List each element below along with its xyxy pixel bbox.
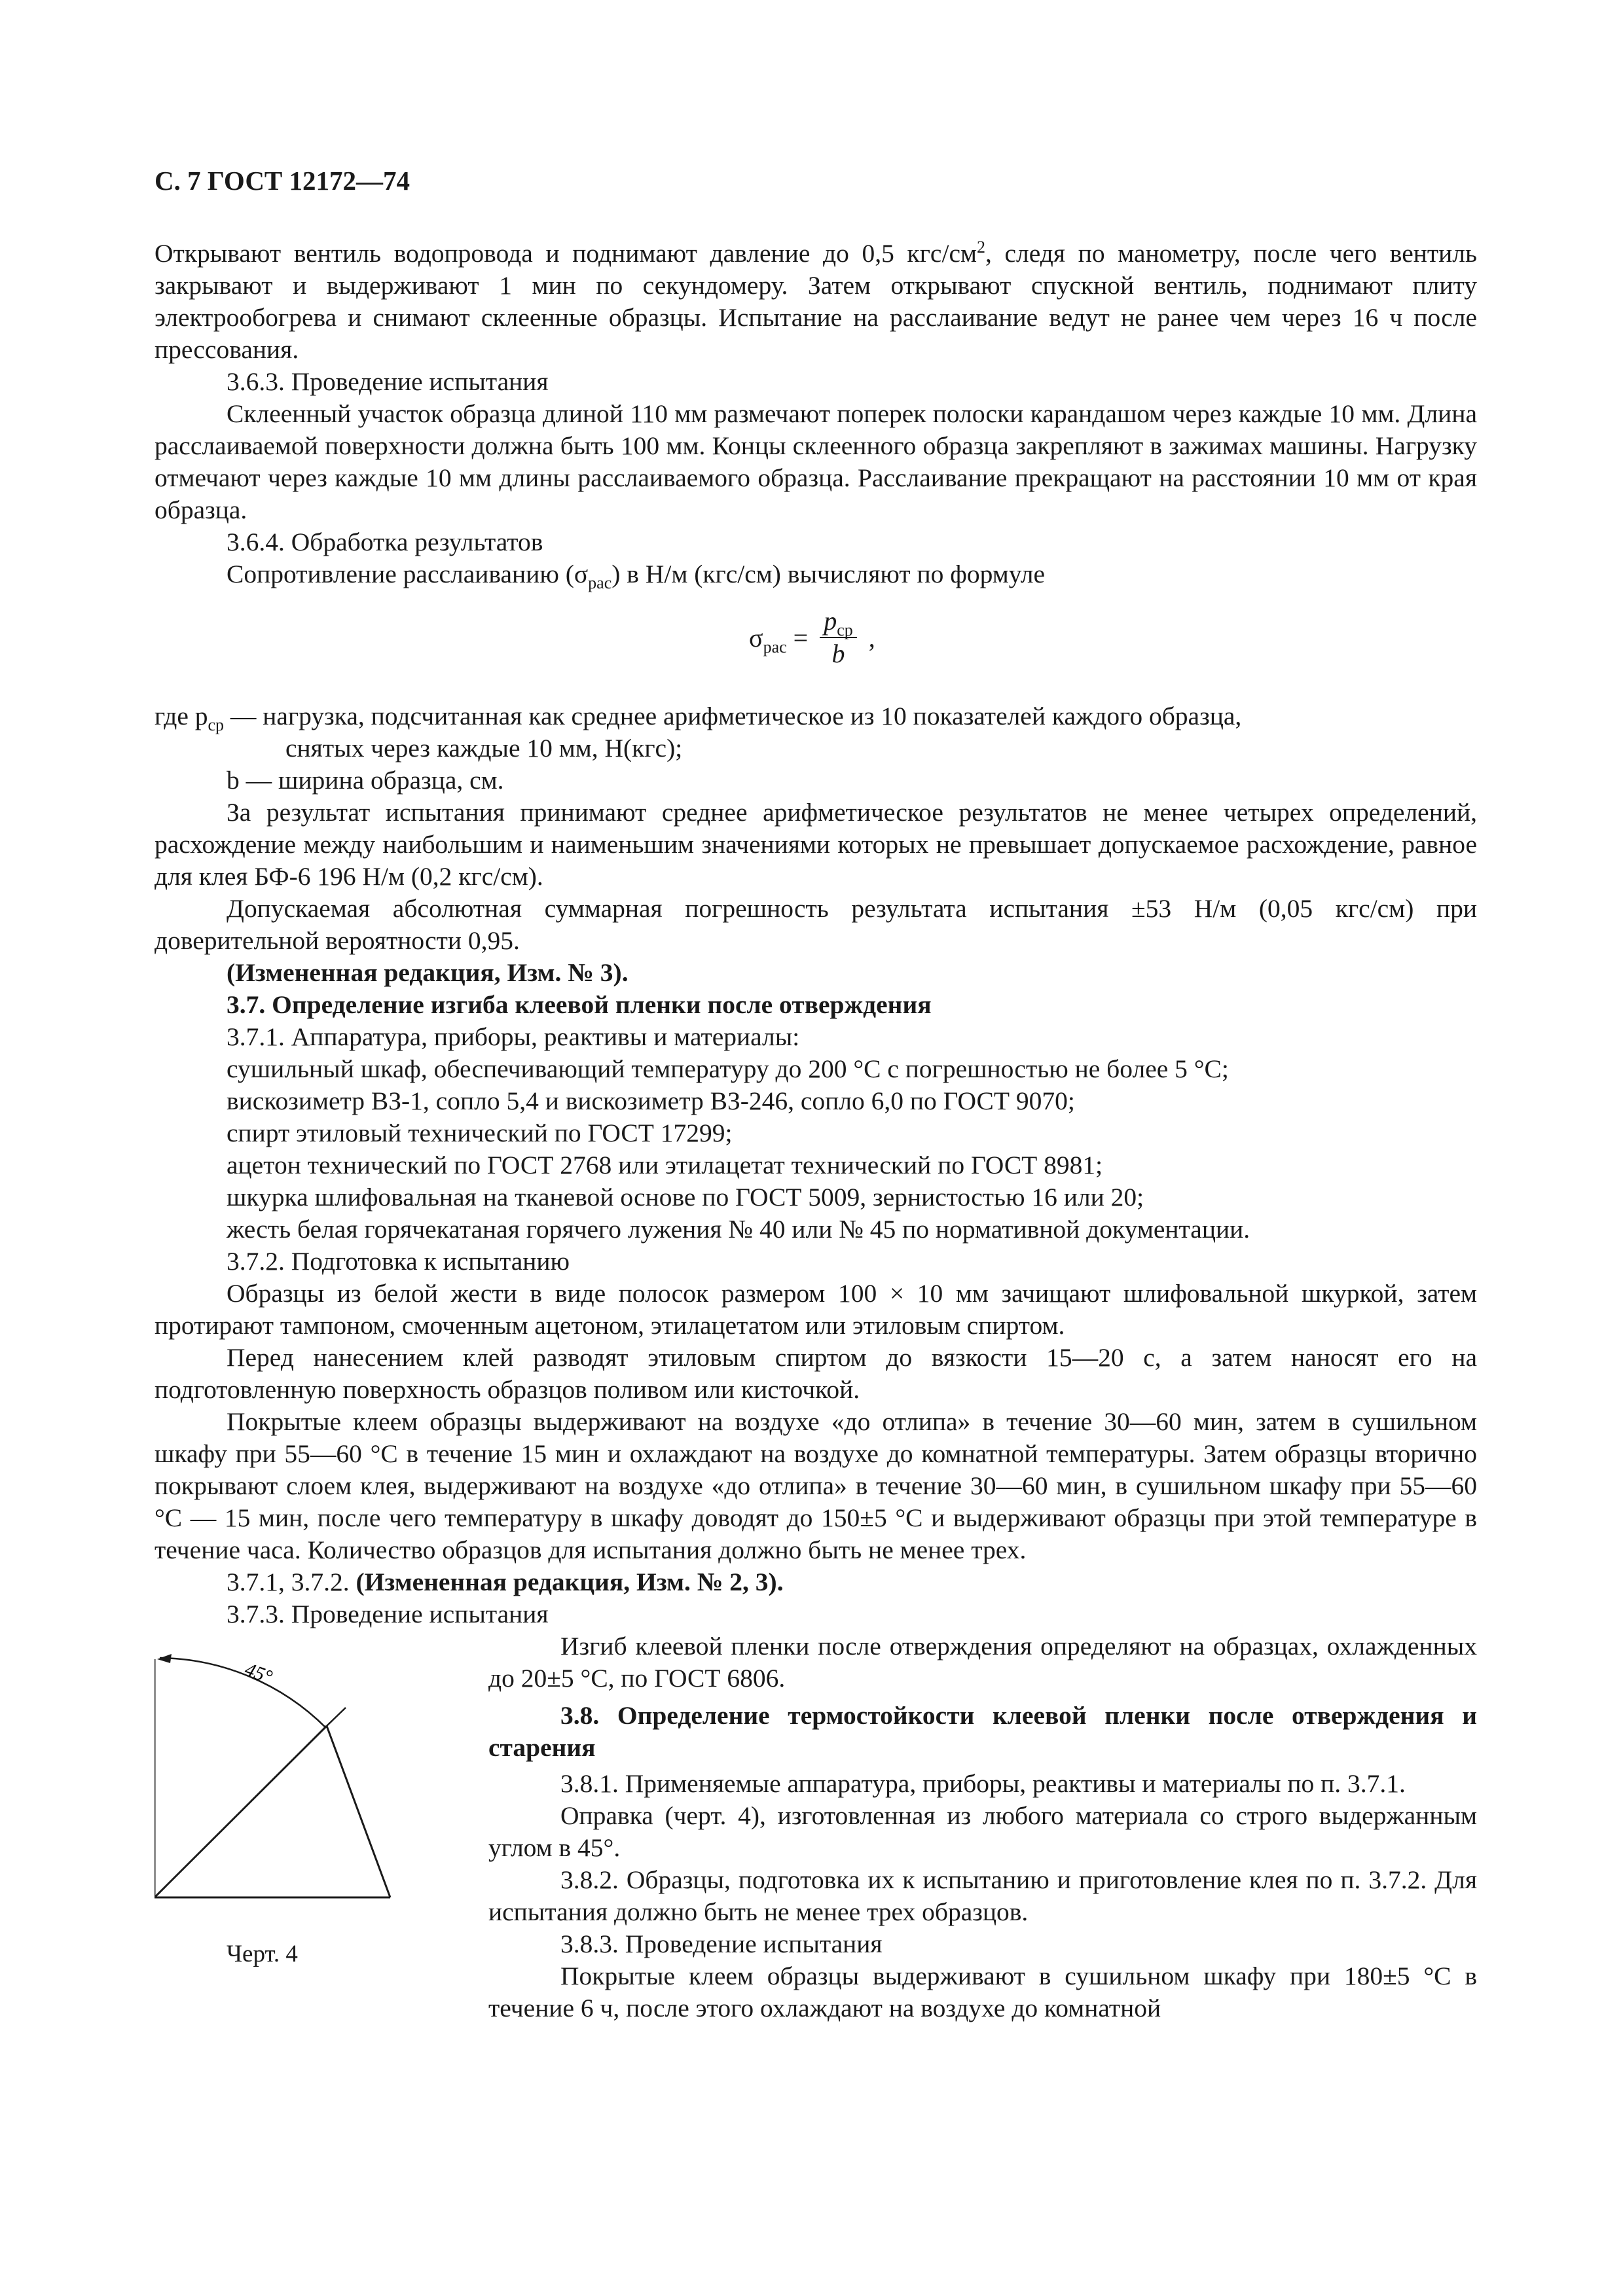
formula-denominator [831, 638, 845, 668]
revision-note-2 [155, 1566, 1477, 1598]
figure-4 [155, 1630, 488, 1971]
paragraph-heat: Покрытые клеем образцы выдерживают в сушильном шкафу при 180±5 °С в течение 6 ч, после этого охлаждают на воздухе до комнатной [488, 1962, 1477, 2022]
paragraph-result: За результат испытания принимают среднее арифметическое результатов не менее четырех определений, расхождение между наибольшим и наименьшим значениями которых не превышает допускаемое расхождение, равное для клея БФ-6 196 Н/м (0,2 кгс/см). [155, 798, 1477, 891]
page-header: С. 7 ГОСТ 12172—74 [155, 166, 410, 196]
angle-arc [160, 1658, 326, 1728]
text-run: Открывают вентиль водопровода и поднимают давление до 0,5 кгс/см [155, 239, 977, 268]
paragraph-marking: Склеенный участок образца длиной 110 мм размечают поперек полоски карандашом через каждые 10 мм. Длина расслаиваемой поверхности должна быть 100 мм. Концы склеенного образца закрепляют в зажимах машины. Нагрузку отмечают через каждые 10 мм длины расслаиваемого образца. Расслаивание прекращают на расстоянии 10 мм от края образца. [155, 399, 1477, 524]
definition-b: b — ширина образца, см. [227, 766, 504, 795]
superscript: 2 [976, 237, 985, 257]
definition-p-avg-cont: снятых через каждые 10 мм, Н(кгс); [285, 734, 683, 762]
numerator-symbol: p [824, 606, 837, 636]
mandrel-slope-edge [155, 1726, 327, 1897]
arrowhead-left [157, 1654, 172, 1663]
formula-fraction [820, 607, 857, 668]
document-page [155, 165, 1477, 2024]
subscript: рас [588, 573, 612, 592]
section-3-6-4-heading: 3.6.4. Обработка результатов [227, 528, 543, 556]
extension-line [327, 1708, 346, 1726]
text-run: — нагрузка, подсчитанная как среднее арифметическое из 10 показателей каждого образца, [224, 702, 1242, 730]
angle-label: 45° [242, 1658, 276, 1689]
equipment-list [155, 1053, 1477, 1246]
subscript: ср [208, 715, 225, 734]
equals-sign: = [786, 622, 815, 653]
section-3-7-2-heading: 3.7.2. Подготовка к испытанию [227, 1247, 570, 1276]
section-3-7-1-heading: 3.7.1. Аппаратура, приборы, реактивы и материалы: [227, 1022, 800, 1051]
formula [749, 605, 875, 670]
numerator-subscript: ср [837, 620, 853, 639]
text-run: , следя по манометру, после чего вентиль закрывают и выдерживают 1 мин по секундомеру. Затем открывают спускной вентиль, поднимают плиту электрообогрева и снимают склеенные образцы. Испытание на расслаивание ведут не ранее чем через 16 ч после прессования. [155, 239, 1477, 364]
list-item: шкурка шлифовальная на тканевой основе по ГОСТ 5009, зернистостью 16 или 20; [227, 1183, 1144, 1211]
definition-p-avg [155, 700, 1477, 732]
formula-comma: , [862, 622, 875, 653]
denominator-symbol: b [831, 639, 845, 668]
paragraph-bend: Изгиб клеевой пленки после отверждения определяют на образцах, охлажденных до 20±5 °С, по ГОСТ 6806. [488, 1632, 1477, 1693]
list-item: спирт этиловый технический по ГОСТ 17299; [227, 1119, 733, 1147]
text-column [488, 1630, 1477, 2024]
formula-lhs-subscript: рас [763, 637, 787, 656]
definitions [155, 700, 1477, 797]
paragraph-mandrel: Оправка (черт. 4), изготовленная из любого материала со строго выдержанным углом в 45°. [488, 1801, 1477, 1862]
figure-caption: Черт. 4 [227, 1941, 298, 1967]
formula-numerator [820, 607, 857, 638]
formula-lhs [749, 622, 787, 654]
paragraph-coating: Покрытые клеем образцы выдерживают на воздухе «до отлипа» в течение 30—60 мин, затем в сушильном шкафу при 55—60 °С в течение 15 мин и охлаждают на воздухе до комнатной температуры. Затем образцы вторично покрывают слоем клея, выдерживают на воздухе «до отлипа» в течение 30—60 мин, в сушильном шкафу при 55—60 °С — 15 мин, после чего температуру в шкафу доводят до 150±5 °С и выдерживают образцы при этой температуре в течение часа. Количество образцов для испытания должно быть не менее трех. [155, 1407, 1477, 1564]
paragraph-error: Допускаемая абсолютная суммарная погрешность результата испытания ±53 Н/м (0,05 кгс/см) при доверительной вероятности 0,95. [155, 894, 1477, 955]
formula-block [155, 602, 1477, 681]
paragraph-samples: Образцы из белой жести в виде полосок размером 100 × 10 мм зачищают шлифовальной шкуркой, затем протирают тампоном, смоченным ацетоном, этилацетатом или этиловым спиртом. [155, 1279, 1477, 1340]
paragraph-dilution: Перед нанесением клей разводят этиловым спиртом до вязкости 15—20 с, а затем наносят его на подготовленную поверхность образцов поливом или кисточкой. [155, 1343, 1477, 1404]
paragraph-formula-intro [155, 558, 1477, 590]
paragraph-open-valve [155, 238, 1477, 366]
figure-text-row [155, 1630, 1477, 2024]
section-3-8-3-heading: 3.8.3. Проведение испытания [560, 1929, 883, 1958]
text-run: 3.7.1, 3.7.2. [227, 1568, 356, 1596]
list-item: вискозиметр ВЗ-1, сопло 5,4 и вискозиметр ВЗ-246, сопло 6,0 по ГОСТ 9070; [227, 1086, 1075, 1115]
sigma-symbol: σ [749, 622, 763, 653]
section-3-6-3-heading: 3.6.3. Проведение испытания [227, 367, 549, 396]
list-item: ацетон технический по ГОСТ 2768 или этилацетат технический по ГОСТ 8981; [227, 1151, 1103, 1179]
text-run-bold: (Измененная редакция, Изм. № 2, 3). [356, 1568, 784, 1596]
mandrel-drawing [155, 1630, 488, 1971]
text-run: Сопротивление расслаиванию (σ [227, 560, 589, 588]
mandrel-right-edge [327, 1726, 390, 1897]
paragraph-3-8-2: 3.8.2. Образцы, подготовка их к испытанию и приготовление клея по п. 3.7.2. Для испытания должно быть не менее трех образцов. [488, 1865, 1477, 1926]
list-item: сушильный шкаф, обеспечивающий температуру до 200 °С с погрешностью не более 5 °С; [227, 1054, 1229, 1083]
section-3-8-heading: 3.8. Определение термостойкости клеевой пленки после отверждения и старения [488, 1701, 1477, 1762]
list-item: жесть белая горячекатаная горячего лужения № 40 или № 45 по нормативной документации. [227, 1215, 1250, 1244]
revision-note-1: (Измененная редакция, Изм. № 3). [227, 958, 629, 987]
paragraph-3-8-1: 3.8.1. Применяемые аппаратура, приборы, реактивы и материалы по п. 3.7.1. [560, 1769, 1406, 1798]
figure-column [155, 1630, 488, 1971]
text-run: где p [155, 702, 208, 730]
text-run: ) в Н/м (кгс/см) вычисляют по формуле [611, 560, 1046, 588]
section-3-7-3-heading: 3.7.3. Проведение испытания [227, 1600, 549, 1628]
section-3-7-heading: 3.7. Определение изгиба клеевой пленки после отверждения [227, 990, 932, 1019]
